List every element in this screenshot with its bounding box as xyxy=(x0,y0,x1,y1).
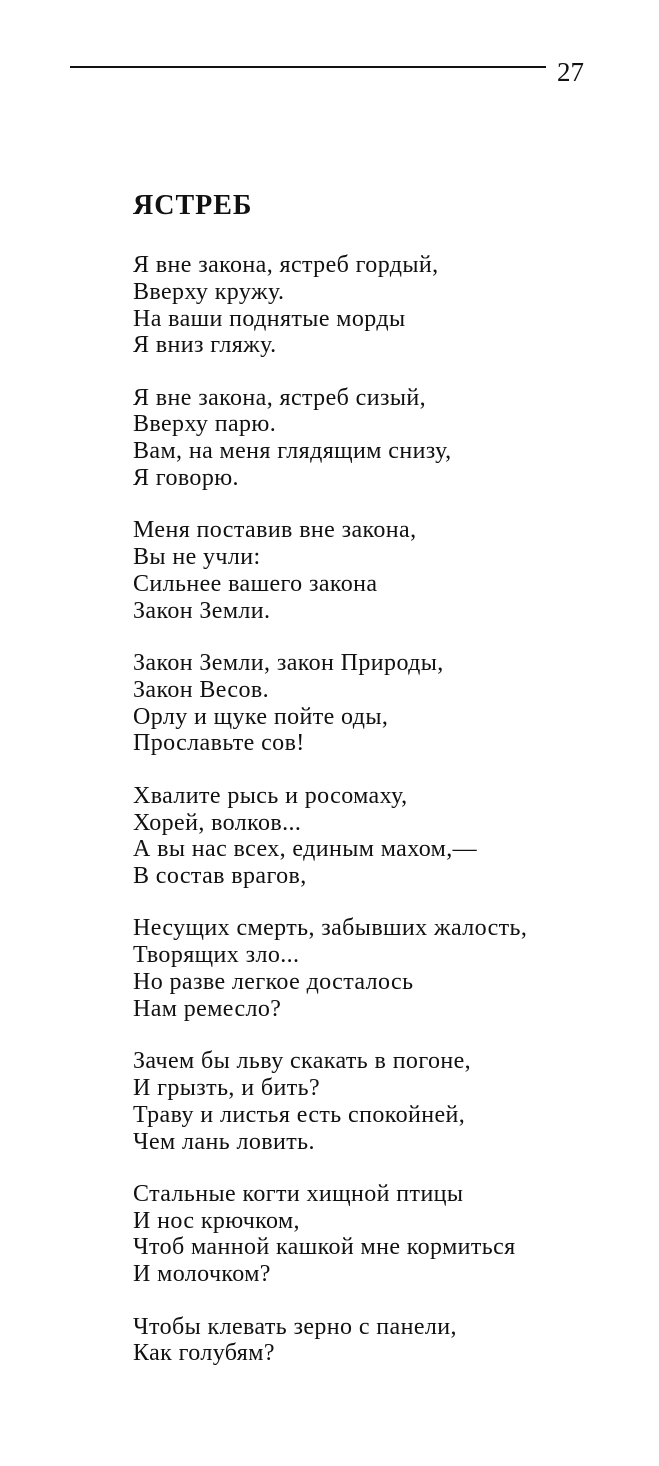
stanza-1 xyxy=(133,252,603,359)
poem-line: Чтоб манной кашкой мне кормиться xyxy=(133,1234,516,1261)
poem-line: Хвалите рысь и росомаху, xyxy=(133,782,408,809)
stanza-6 xyxy=(133,915,603,1022)
poem-line: Вверху парю. xyxy=(133,411,277,438)
poem-line: Чтобы клевать зерно с панели, xyxy=(133,1313,457,1340)
poem-line: Закон Земли, закон Природы, xyxy=(133,650,444,677)
poem-line: Зачем бы льву скакать в погоне, xyxy=(133,1048,472,1075)
stanza-3 xyxy=(133,517,603,624)
poem-line: Закон Земли. xyxy=(133,597,271,624)
poem-line: Я вне закона, ястреб сизый, xyxy=(133,384,426,411)
poem-line: Творящих зло... xyxy=(133,942,300,969)
stanza-9 xyxy=(133,1314,603,1421)
page-number: 27 xyxy=(557,57,584,87)
poem-line: В состав врагов, xyxy=(133,863,307,890)
poem-line: Вам, на меня глядящим снизу, xyxy=(133,438,452,465)
poem-line: Несущих смерть, забывших жалость, xyxy=(133,915,528,942)
poem-line: На ваши поднятые морды xyxy=(133,305,406,332)
poem-line: Вы не учли: xyxy=(133,544,261,571)
poem-line: Нам ремесло? xyxy=(133,995,282,1022)
poem-line: Но разве легкое досталось xyxy=(133,969,414,996)
poem-line: И нос крючком, xyxy=(133,1207,300,1234)
poem-body xyxy=(133,252,603,1446)
stanza-8 xyxy=(133,1181,603,1288)
poem-line: Траву и листья есть спокойней, xyxy=(133,1101,466,1128)
poem-line: Хорей, волков... xyxy=(133,809,302,836)
poem-line: Прославьте сов! xyxy=(133,730,305,757)
stanza-2 xyxy=(133,385,603,492)
stanza-7 xyxy=(133,1048,603,1155)
poem-line: Я вне закона, ястреб гордый, xyxy=(133,252,439,278)
header-rule xyxy=(70,66,546,68)
poem-line: Я вниз гляжу. xyxy=(133,332,277,359)
poem-line: А вы нас всех, единым махом,— xyxy=(133,836,478,863)
poem-line: И грызть, и бить? xyxy=(133,1074,320,1101)
poem-line: Чем лань ловить. xyxy=(133,1128,315,1155)
poem-line: Вверху кружу. xyxy=(133,278,285,305)
poem-line: Закон Весов. xyxy=(133,676,270,703)
poem-line: И молочком? xyxy=(133,1261,271,1288)
stanza-5 xyxy=(133,783,603,890)
poem-line: Я говорю. xyxy=(133,465,239,492)
poem-line: Стальные когти хищной птицы xyxy=(133,1180,464,1207)
stanza-4 xyxy=(133,650,603,757)
poem-line: Как голубям? xyxy=(133,1340,275,1367)
poem-line: Сильнее вашего закона xyxy=(133,570,378,597)
poem-line: Меня поставив вне закона, xyxy=(133,517,417,544)
poem-line: Орлу и щуке пойте оды, xyxy=(133,703,389,730)
poem-title: ЯСТРЕБ xyxy=(133,190,253,221)
